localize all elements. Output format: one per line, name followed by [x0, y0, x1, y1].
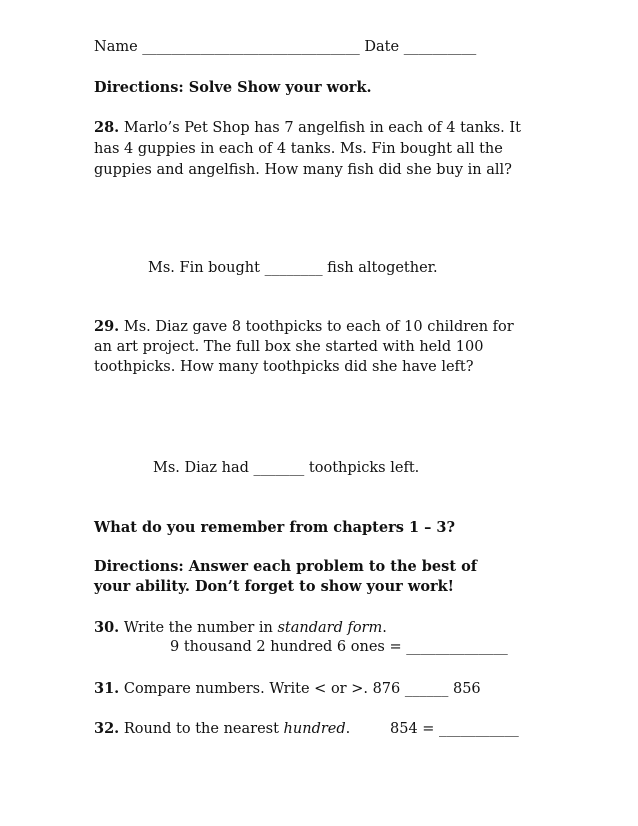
q30-text-italic: standard form [277, 620, 383, 636]
q29-answer [153, 459, 419, 477]
q28-answer-suffix: fish altogether. [327, 260, 438, 276]
q32-answer [390, 720, 519, 738]
directions-2-line-1: Directions: Answer each problem to the best of [94, 558, 477, 575]
q29-text-1: Ms. Diaz gave 8 toothpicks to each of 10 children for [119, 319, 514, 335]
q30-text-before: Write the number in [119, 620, 278, 636]
name-blank[interactable]: ______________________________ [142, 39, 360, 55]
q29-answer-suffix: toothpicks left. [308, 460, 420, 476]
q29-line-1 [94, 318, 514, 336]
review-heading: What do you remember from chapters 1 – 3? [94, 519, 455, 536]
q30-number: 30. [94, 619, 120, 636]
q31-blank[interactable]: ______ [404, 681, 449, 697]
q32-text-italic: hundred [283, 721, 346, 737]
q32-text-after: . [345, 721, 351, 737]
q30-expression: 9 thousand 2 hundred 6 ones = [170, 639, 402, 655]
q31-line [94, 680, 481, 698]
name-label: Name [94, 39, 138, 55]
q29-line-3: toothpicks. How many toothpicks did she have left? [94, 359, 474, 375]
q32-line [94, 720, 350, 738]
q28-answer [148, 259, 438, 277]
date-blank[interactable]: __________ [403, 39, 477, 55]
q30-line-2 [170, 638, 508, 656]
directions-2-line-2: your ability. Don’t forget to show your work! [94, 578, 455, 595]
q32-number: 32. [94, 720, 120, 737]
q30-text-after: . [382, 620, 387, 636]
q28-answer-prefix: Ms. Fin bought [148, 260, 260, 276]
q32-expression: 854 = [390, 721, 435, 737]
q29-line-2: an art project. The full box she started with held 100 [94, 339, 484, 355]
q31-text: Compare numbers. Write < or >. 876 [119, 681, 401, 697]
date-label: Date [364, 39, 400, 55]
q31-value: 856 [452, 681, 481, 697]
q30-line-1 [94, 619, 387, 637]
q30-blank[interactable]: ______________ [406, 639, 508, 655]
q31-number: 31. [94, 680, 120, 697]
q28-answer-blank[interactable]: ________ [264, 260, 323, 276]
header-line [94, 38, 476, 56]
q32-blank[interactable]: ___________ [439, 721, 519, 737]
q28-line-2: has 4 guppies in each of 4 tanks. Ms. Fin bought all the [94, 141, 503, 157]
directions-1: Directions: Solve Show your work. [94, 79, 372, 96]
q28-text-1: Marlo’s Pet Shop has 7 angelfish in each of 4 tanks. It [119, 120, 521, 136]
q28-line-1 [94, 119, 521, 137]
q29-answer-blank[interactable]: _______ [253, 460, 305, 476]
q28-number: 28. [94, 119, 120, 136]
q28-line-3: guppies and angelfish. How many fish did she buy in all? [94, 162, 512, 178]
q29-answer-prefix: Ms. Diaz had [153, 460, 249, 476]
q29-number: 29. [94, 318, 120, 335]
q32-text-before: Round to the nearest [119, 721, 284, 737]
